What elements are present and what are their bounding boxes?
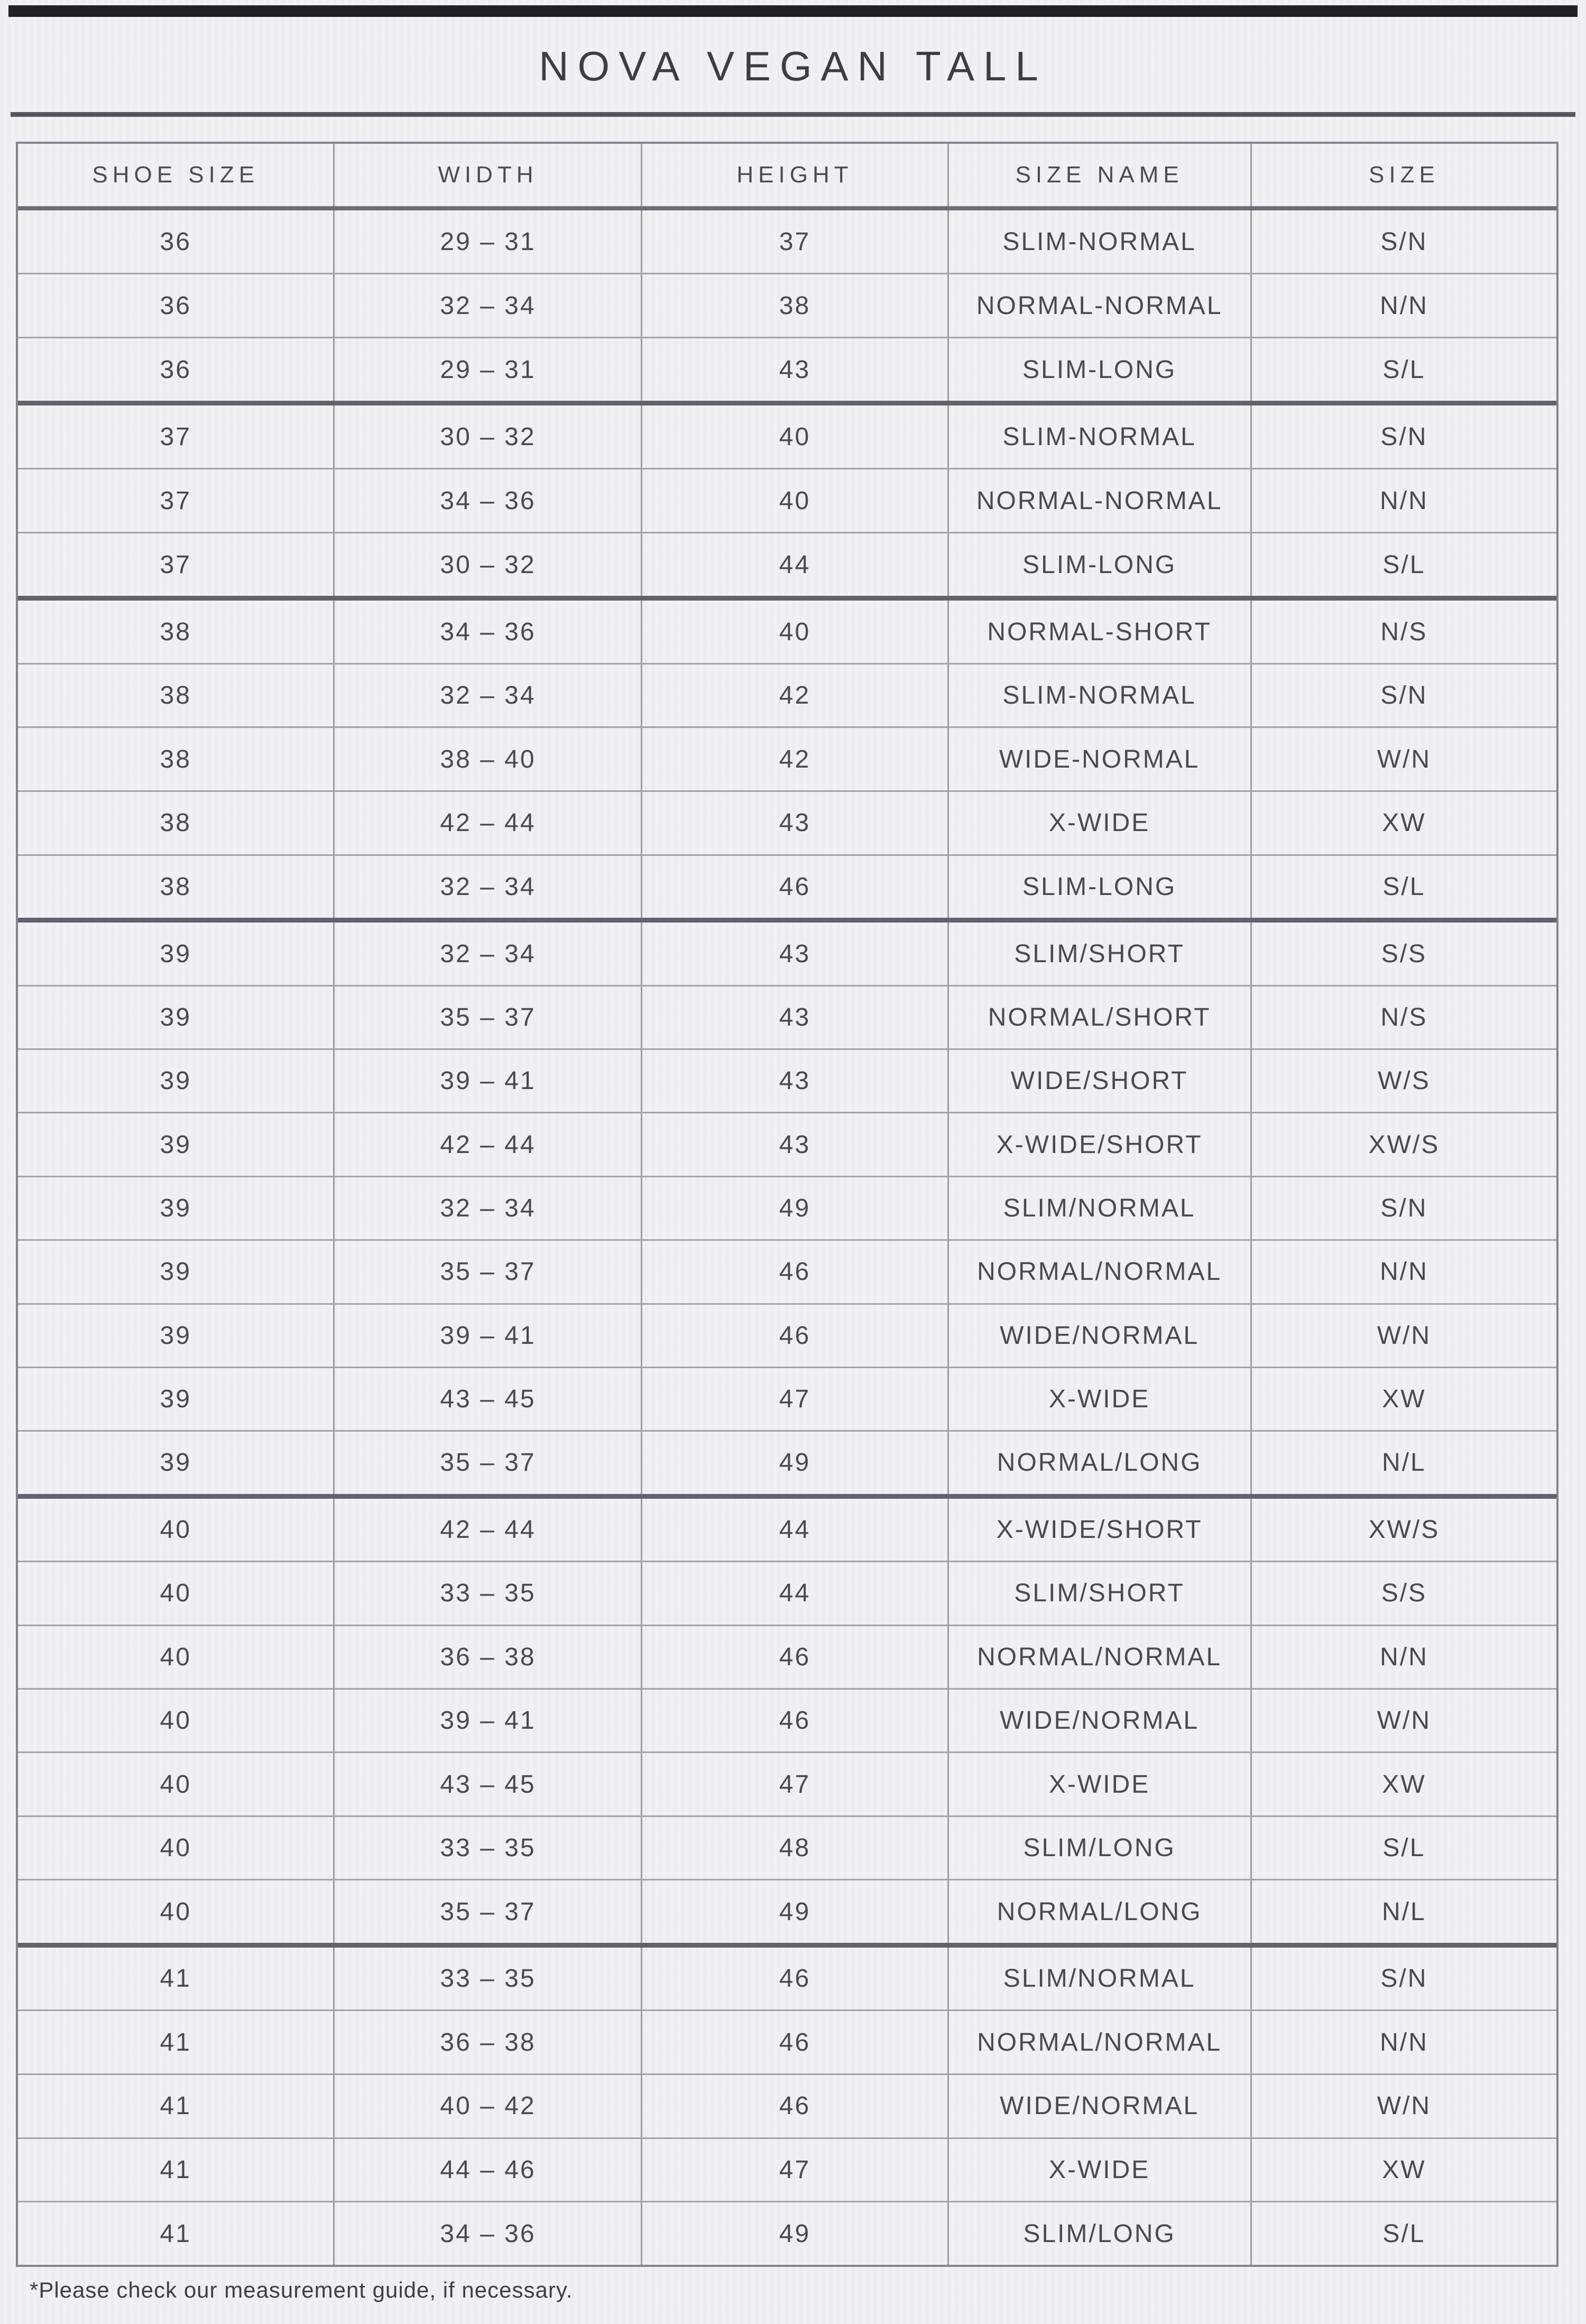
table-cell: NORMAL-NORMAL [949, 274, 1252, 337]
table-cell: N/N [1380, 1258, 1428, 1286]
table-row [18, 1113, 1556, 1177]
table-cell: SLIM/SHORT [949, 923, 1252, 984]
table-cell: WIDE-NORMAL [949, 728, 1252, 790]
table-cell: 32 – 34 [335, 665, 642, 727]
size-group-40 [18, 1499, 1556, 1948]
size-group-41 [18, 1948, 1556, 2265]
table-cell: N/L [1382, 1897, 1426, 1926]
table-cell: 43 [642, 792, 948, 854]
table-row [18, 665, 1556, 728]
table-cell: S/L [1382, 2219, 1426, 2248]
table-cell: XW/S [1368, 1130, 1440, 1159]
table-cell: 43 [642, 986, 948, 1048]
table-cell: 43 – 45 [335, 1753, 642, 1815]
table-cell: 35 – 37 [335, 1880, 642, 1942]
footnote: *Please check our measurement guide, if necessary. [30, 2277, 573, 2302]
table-row [18, 601, 1556, 665]
table-cell: 34 – 36 [335, 601, 642, 663]
table-cell: 44 [642, 1499, 948, 1561]
table-cell: 35 – 37 [335, 1432, 642, 1493]
table-cell: S/L [1382, 1834, 1426, 1862]
table-cell: SLIM-LONG [949, 533, 1252, 596]
table-row [18, 405, 1556, 469]
table-cell: 40 [642, 469, 948, 532]
column-header-size-name: SIZE NAME [949, 144, 1252, 206]
table-cell: NORMAL/LONG [949, 1880, 1252, 1942]
table-row [18, 1499, 1556, 1562]
table-cell: 38 [18, 601, 335, 663]
table-row [18, 1241, 1556, 1304]
table-cell: WIDE/NORMAL [949, 1690, 1252, 1751]
table-cell: N/N [1380, 486, 1428, 515]
table-cell: N/N [1380, 1643, 1428, 1671]
table-cell: 40 [18, 1562, 335, 1624]
table-cell: 39 [18, 923, 335, 984]
table-cell: NORMAL/NORMAL [949, 1241, 1252, 1303]
table-cell: 39 – 41 [335, 1050, 642, 1112]
table-cell: W/N [1377, 745, 1432, 773]
table-cell: 40 [18, 1817, 335, 1879]
table-cell: XW/S [1368, 1515, 1440, 1544]
table-row [18, 1753, 1556, 1816]
table-cell: 42 [642, 728, 948, 790]
table-cell: 34 – 36 [335, 469, 642, 532]
table-cell: 42 – 44 [335, 1113, 642, 1175]
table-cell: 29 – 31 [335, 210, 642, 273]
size-group-39 [18, 923, 1556, 1498]
table-cell: SLIM-NORMAL [949, 665, 1252, 727]
table-cell: 46 [642, 856, 948, 918]
table-cell: 41 [18, 2139, 335, 2201]
table-cell: SLIM/NORMAL [949, 1177, 1252, 1239]
table-cell: X-WIDE [949, 1753, 1252, 1815]
table-cell: W/S [1378, 1067, 1431, 1095]
table-row [18, 1368, 1556, 1432]
table-cell: N/L [1382, 1449, 1426, 1477]
table-cell: X-WIDE/SHORT [949, 1499, 1252, 1561]
table-cell: SLIM/SHORT [949, 1562, 1252, 1624]
size-chart-table [16, 142, 1559, 2267]
table-cell: NORMAL/NORMAL [949, 1626, 1252, 1688]
table-cell: SLIM/LONG [949, 2202, 1252, 2265]
table-cell: 30 – 32 [335, 405, 642, 468]
table-row [18, 533, 1556, 596]
size-group-37 [18, 405, 1556, 601]
table-row [18, 1177, 1556, 1241]
table-cell: 44 [642, 533, 948, 596]
table-cell: 37 [18, 469, 335, 532]
table-body [18, 210, 1556, 2265]
table-cell: S/N [1380, 227, 1428, 256]
table-cell: 38 [18, 665, 335, 727]
table-cell: 47 [642, 2139, 948, 2201]
table-cell: 41 [18, 2202, 335, 2265]
title-divider [11, 112, 1575, 117]
column-header-size: SIZE [1369, 162, 1440, 188]
table-cell: 29 – 31 [335, 338, 642, 401]
table-cell: 39 [18, 1432, 335, 1493]
table-cell: SLIM-NORMAL [949, 405, 1252, 468]
table-cell: 43 – 45 [335, 1368, 642, 1430]
table-cell: 36 [18, 274, 335, 337]
table-row [18, 2075, 1556, 2139]
table-cell: W/N [1377, 2092, 1432, 2120]
table-cell: S/L [1382, 355, 1426, 384]
table-cell: S/N [1380, 1194, 1428, 1222]
table-cell: 36 – 38 [335, 2011, 642, 2073]
table-cell: NORMAL/SHORT [949, 986, 1252, 1048]
table-cell: 39 – 41 [335, 1690, 642, 1751]
table-cell: N/N [1380, 2028, 1428, 2056]
table-cell: 39 [18, 1305, 335, 1367]
table-cell: W/N [1377, 1707, 1432, 1735]
table-cell: 40 [18, 1499, 335, 1561]
table-cell: XW [1382, 2156, 1426, 2184]
table-cell: 46 [642, 1690, 948, 1751]
table-cell: 47 [642, 1368, 948, 1430]
table-cell: X-WIDE/SHORT [949, 1113, 1252, 1175]
table-cell: 40 [18, 1626, 335, 1688]
table-cell: 32 – 34 [335, 1177, 642, 1239]
table-cell: N/N [1380, 291, 1428, 320]
table-cell: 38 [642, 274, 948, 337]
table-cell: NORMAL-NORMAL [949, 469, 1252, 532]
table-cell: S/N [1380, 422, 1428, 451]
table-row [18, 2202, 1556, 2265]
table-row [18, 1948, 1556, 2012]
table-cell: 41 [18, 1948, 335, 2010]
table-row [18, 1817, 1556, 1880]
table-row [18, 1305, 1556, 1368]
table-cell: 46 [642, 1305, 948, 1367]
table-cell: 30 – 32 [335, 533, 642, 596]
table-cell: 41 [18, 2075, 335, 2137]
table-cell: 44 – 46 [335, 2139, 642, 2201]
table-cell: 43 [642, 338, 948, 401]
table-cell: XW [1382, 1385, 1426, 1414]
table-row [18, 2139, 1556, 2203]
table-row [18, 469, 1556, 533]
table-cell: NORMAL/LONG [949, 1432, 1252, 1493]
table-cell: 42 – 44 [335, 792, 642, 854]
table-cell: SLIM-LONG [949, 856, 1252, 918]
table-cell: 32 – 34 [335, 923, 642, 984]
table-cell: 40 [642, 405, 948, 468]
size-group-36 [18, 210, 1556, 405]
table-cell: WIDE/SHORT [949, 1050, 1252, 1112]
table-cell: 49 [642, 1177, 948, 1239]
table-cell: S/S [1381, 939, 1427, 968]
table-cell: 49 [642, 1432, 948, 1493]
table-cell: SLIM/NORMAL [949, 1948, 1252, 2010]
table-row [18, 923, 1556, 986]
column-header-height: HEIGHT [642, 144, 948, 206]
table-row [18, 1880, 1556, 1942]
table-cell: 40 [18, 1690, 335, 1751]
table-cell: 43 [642, 1113, 948, 1175]
table-row [18, 856, 1556, 918]
table-cell: S/L [1382, 873, 1426, 901]
table-cell: 35 – 37 [335, 1241, 642, 1303]
table-cell: 47 [642, 1753, 948, 1815]
size-group-38 [18, 601, 1556, 923]
table-cell: S/L [1382, 550, 1426, 579]
table-cell: S/N [1380, 1965, 1428, 1993]
table-cell: 43 [642, 1050, 948, 1112]
table-cell: 42 [642, 665, 948, 727]
table-cell: WIDE/NORMAL [949, 1305, 1252, 1367]
table-row [18, 1562, 1556, 1626]
top-scan-bar [8, 5, 1578, 17]
table-cell: 43 [642, 923, 948, 984]
table-row [18, 338, 1556, 401]
table-cell: 33 – 35 [335, 1562, 642, 1624]
table-cell: N/S [1380, 1003, 1428, 1031]
table-row [18, 2011, 1556, 2075]
table-row [18, 1690, 1556, 1753]
table-cell: WIDE/NORMAL [949, 2075, 1252, 2137]
table-cell: X-WIDE [949, 792, 1252, 854]
table-cell: 39 [18, 1050, 335, 1112]
table-cell: 49 [642, 1880, 948, 1942]
table-row [18, 1050, 1556, 1113]
table-cell: SLIM/LONG [949, 1817, 1252, 1879]
table-row [18, 274, 1556, 338]
table-cell: 40 [18, 1753, 335, 1815]
table-cell: 39 [18, 1368, 335, 1430]
table-cell: 40 [18, 1880, 335, 1942]
table-row [18, 986, 1556, 1050]
table-cell: X-WIDE [949, 1368, 1252, 1430]
table-cell: 32 – 34 [335, 856, 642, 918]
table-cell: NORMAL/NORMAL [949, 2011, 1252, 2073]
table-row [18, 1432, 1556, 1493]
table-cell: 38 [18, 792, 335, 854]
table-cell: 39 [18, 1241, 335, 1303]
table-cell: 39 – 41 [335, 1305, 642, 1367]
table-cell: 46 [642, 2011, 948, 2073]
table-cell: 46 [642, 1948, 948, 2010]
table-cell: N/S [1380, 617, 1428, 646]
table-cell: 40 – 42 [335, 2075, 642, 2137]
table-cell: W/N [1377, 1321, 1432, 1350]
table-cell: 44 [642, 1562, 948, 1624]
table-cell: 46 [642, 2075, 948, 2137]
table-cell: 49 [642, 2202, 948, 2265]
table-cell: 37 [18, 405, 335, 468]
table-cell: SLIM-LONG [949, 338, 1252, 401]
table-row [18, 1626, 1556, 1690]
column-header-width: WIDTH [335, 144, 642, 206]
table-cell: 36 [18, 210, 335, 273]
table-cell: 35 – 37 [335, 986, 642, 1048]
table-cell: 46 [642, 1626, 948, 1688]
table-cell: 39 [18, 1113, 335, 1175]
column-header-shoe-size: SHOE SIZE [18, 144, 335, 206]
table-cell: 39 [18, 1177, 335, 1239]
table-row [18, 210, 1556, 274]
table-cell: 36 [18, 338, 335, 401]
table-cell: 33 – 35 [335, 1948, 642, 2010]
table-row [18, 792, 1556, 856]
table-cell: S/S [1381, 1579, 1427, 1608]
table-cell: 41 [18, 2011, 335, 2073]
table-cell: XW [1382, 1770, 1426, 1799]
table-cell: 40 [642, 601, 948, 663]
table-cell: 37 [642, 210, 948, 273]
table-cell: 36 – 38 [335, 1626, 642, 1688]
table-cell: 38 [18, 856, 335, 918]
table-cell: 38 – 40 [335, 728, 642, 790]
table-cell: 37 [18, 533, 335, 596]
table-cell: 42 – 44 [335, 1499, 642, 1561]
table-cell: 33 – 35 [335, 1817, 642, 1879]
table-cell: X-WIDE [949, 2139, 1252, 2201]
table-cell: 48 [642, 1817, 948, 1879]
table-cell: XW [1382, 809, 1426, 837]
table-cell: 46 [642, 1241, 948, 1303]
page-title: NOVA VEGAN TALL [539, 43, 1047, 89]
table-row [18, 728, 1556, 792]
table-cell: SLIM-NORMAL [949, 210, 1252, 273]
table-cell: 32 – 34 [335, 274, 642, 337]
table-cell: 38 [18, 728, 335, 790]
table-cell: 34 – 36 [335, 2202, 642, 2265]
table-header-row [18, 144, 1556, 210]
table-cell: NORMAL-SHORT [949, 601, 1252, 663]
table-cell: 39 [18, 986, 335, 1048]
table-cell: S/N [1380, 681, 1428, 710]
